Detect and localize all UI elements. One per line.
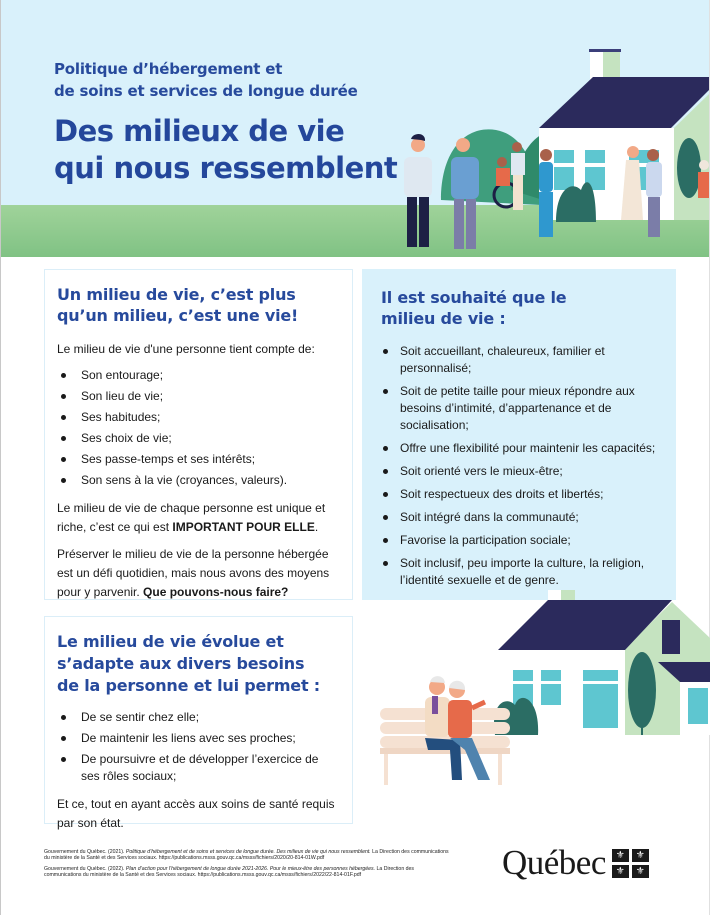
box3-title-line-3: de la personne et lui permet : bbox=[57, 676, 320, 695]
title-line-1: Des milieux de vie bbox=[54, 114, 345, 148]
emphasis-question: Que pouvons-nous faire? bbox=[143, 585, 289, 599]
box2-list bbox=[381, 343, 664, 589]
ref2-author: Gouvernement du Québec. (2022). bbox=[44, 866, 126, 872]
fleur-de-lis-icon: ⚜ bbox=[632, 865, 649, 878]
life-environment-box bbox=[44, 269, 353, 600]
list-item: Soit orienté vers le mieux-être; bbox=[381, 463, 664, 480]
list-item: Offre une flexibilité pour maintenir les capacités; bbox=[381, 440, 664, 457]
list-item: De se sentir chez elle; bbox=[57, 709, 340, 726]
list-item: Soit respectueux des droits et libertés; bbox=[381, 486, 664, 503]
box3-title-line-1: Le milieu de vie évolue et bbox=[57, 632, 284, 651]
list-item: Soit accueillant, chaleureux, familier et personnalisé; bbox=[381, 343, 664, 377]
list-item: Son entourage; bbox=[57, 367, 340, 384]
ref2-publisher: La Direction des bbox=[375, 866, 415, 872]
ref1-author: Gouvernement du Québec. (2021). bbox=[44, 849, 126, 855]
box2-title-line-1: Il est souhaité que le bbox=[381, 288, 567, 307]
ref2-title: Plan d’action pour l’hébergement de longue durée 2021-2026. Pour le mieux-être des personnes hébergées. bbox=[125, 866, 376, 872]
box3-list bbox=[57, 709, 340, 785]
list-item: Soit de petite taille pour mieux répondre aux besoins d’intimité, d’appartenance et de socialisation; bbox=[381, 383, 664, 434]
list-item: Son lieu de vie; bbox=[57, 388, 340, 405]
box2-title bbox=[381, 287, 664, 329]
list-item: Soit intégré dans la communauté; bbox=[381, 509, 664, 526]
fleur-de-lis-icon: ⚜ bbox=[612, 849, 629, 862]
reference-1 bbox=[44, 849, 449, 861]
box1-paragraph-2 bbox=[57, 545, 340, 602]
list-item: De poursuivre et de développer l’exercice de ses rôles sociaux; bbox=[57, 751, 340, 785]
ref1-title: Politique d’hébergement et de soins et services de longue durée. Des milieux de vie qui nous ressemblent. bbox=[125, 849, 371, 855]
list-item: Ses passe-temps et ses intérêts; bbox=[57, 451, 340, 468]
box1-title-line-2: qu’un milieu, c’est une vie! bbox=[57, 306, 299, 325]
box3-closing: Et ce, tout en ayant accès aux soins de santé requis par son état. bbox=[57, 797, 335, 830]
box1-intro: Le milieu de vie d'une personne tient compte de: bbox=[57, 342, 315, 356]
emphasis-text: IMPORTANT POUR ELLE bbox=[172, 520, 315, 534]
quebec-flag-icon bbox=[612, 849, 649, 878]
box3-title bbox=[57, 631, 340, 697]
ref1-publisher: La Direction des communications bbox=[370, 849, 449, 855]
quebec-wordmark: Québec bbox=[502, 843, 606, 882]
fleur-de-lis-icon: ⚜ bbox=[632, 849, 649, 862]
evolving-environment-box bbox=[44, 616, 353, 830]
box1-paragraph-1 bbox=[57, 499, 340, 537]
para-text: Préserver le milieu de vie de la personne hébergée est un défi quotidien, mais nous avons des moyens pour y parvenir. bbox=[57, 547, 330, 599]
list-item: Soit inclusif, peu importe la culture, la religion, l’identité sexuelle et de genre. bbox=[381, 555, 664, 589]
box2-title-line-2: milieu de vie : bbox=[381, 309, 506, 328]
policy-subtitle bbox=[54, 58, 358, 102]
ref2-url: communications du ministère de la Santé et des Services sociaux. https://publications.msss.gouv.qc.ca/msss/fichiers/2022/22-814-01F.pdf bbox=[44, 872, 362, 878]
box1-title bbox=[57, 284, 340, 326]
references bbox=[44, 849, 449, 883]
hero-banner bbox=[1, 0, 709, 257]
subtitle-line-1: Politique d’hébergement et bbox=[54, 60, 283, 78]
list-item: De maintenir les liens avec ses proches; bbox=[57, 730, 340, 747]
quebec-logo bbox=[502, 843, 649, 883]
list-item: Ses choix de vie; bbox=[57, 430, 340, 447]
box1-list bbox=[57, 367, 340, 489]
list-item: Favorise la participation sociale; bbox=[381, 532, 664, 549]
box3-title-line-2: s’adapte aux divers besoins bbox=[57, 654, 305, 673]
title-line-2: qui nous ressemblent bbox=[54, 151, 398, 185]
couple-bench-house-illustration bbox=[370, 590, 710, 790]
list-item: Son sens à la vie (croyances, valeurs). bbox=[57, 472, 340, 489]
reference-2 bbox=[44, 866, 444, 878]
page-title bbox=[54, 113, 397, 187]
desired-environment-box bbox=[362, 269, 676, 600]
list-item: Ses habitudes; bbox=[57, 409, 340, 426]
ref1-url: du ministère de la Santé et des Services sociaux. https://publications.msss.gouv.qc.ca/msss/fichiers/2020/20-814-01W.pdf bbox=[44, 855, 325, 861]
subtitle-line-2: de soins et services de longue durée bbox=[54, 82, 358, 100]
community-house-illustration bbox=[371, 40, 709, 257]
fleur-de-lis-icon: ⚜ bbox=[612, 865, 629, 878]
para-text: Le milieu de vie de chaque personne est unique et riche, c’est ce qui est bbox=[57, 501, 326, 534]
para-end: . bbox=[314, 520, 319, 534]
box1-title-line-1: Un milieu de vie, c’est plus bbox=[57, 285, 296, 304]
